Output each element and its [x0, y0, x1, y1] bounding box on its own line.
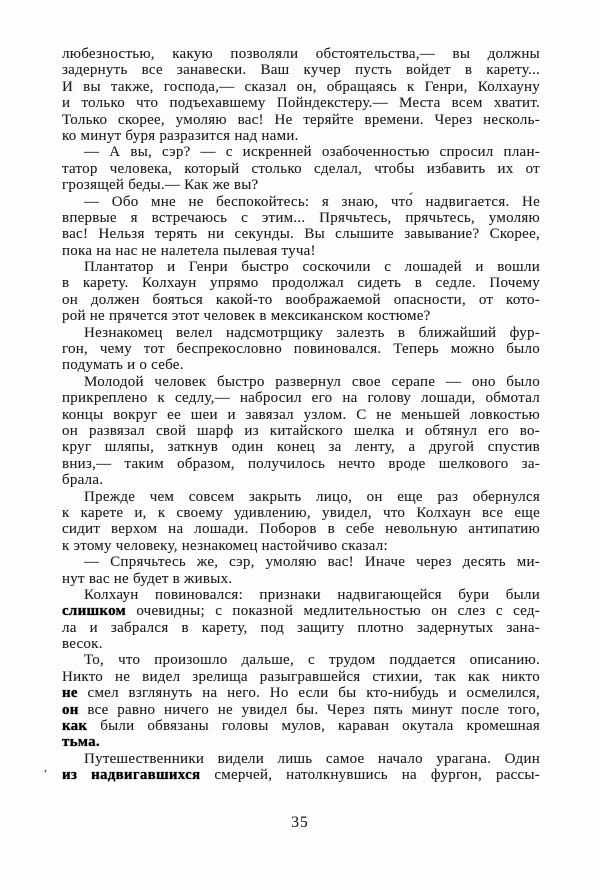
text-line: вас! Нельзя терять ни секунды. Вы слышите завывание? Скорее,: [62, 226, 540, 243]
text-line: рой не прячется этот человек в мексиканском костюме?: [62, 308, 431, 325]
text-line: он развязал свой шарф из китайского шелка и обтянул его во-: [62, 422, 540, 439]
text-line: — Спрячьтесь же, сэр, умоляю вас! Иначе через десять ми-: [84, 554, 540, 571]
text-line: любезностью, какую позволяли обстоятельства,— вы должны: [62, 46, 540, 62]
text-line: Путешественники видели лишь самое начало урагана. Один: [84, 750, 540, 767]
text-line: как были обвязаны головы мулов, караван окутала кромешная: [62, 718, 540, 735]
text-line: То, что произошло дальше, с трудом поддается описанию.: [84, 652, 540, 669]
text-line: он должен бояться какой-то воображаемой опасности, от кото-: [62, 291, 540, 308]
text-line: Колхаун повиновался: признаки надвигающейся бури были: [84, 586, 540, 603]
text-line: брала.: [62, 472, 104, 489]
text-line: [62, 734, 540, 750]
text-line: сидит верхом на лошади. Поборов в себе невольную антипатию: [62, 521, 540, 538]
smudged-bold-text: слишком: [62, 603, 127, 620]
text-line: слишком очевидны; с показной медлительностью он слез с сед-: [62, 603, 540, 620]
smudged-bold-text: из надвигавшихся: [62, 767, 201, 784]
text-line: весок.: [62, 636, 103, 653]
text-line: к этому человеку, незнакомец настойчиво сказал:: [62, 537, 388, 554]
text-line: не смел взглянуть на него. Но если бы кто-нибудь и осмелился,: [62, 685, 540, 702]
text-line: впервые я встречаюсь с этим... Прячьтесь, прячьтесь, умоляю: [62, 209, 540, 226]
text-line: грозящей беды.— Как же вы?: [62, 177, 259, 194]
text-line: нут вас не будет в живых.: [62, 570, 233, 587]
text-line: из надвигавшихся смерчей, натолкнувшись на фургон, рассы- ʹ: [44, 767, 541, 784]
text-line: Никто не видел зрелища разыгравшейся стихии, так как никто: [62, 668, 540, 685]
text-line: в карету. Колхаун упрямо продолжал сидеть в седле. Почему: [62, 275, 540, 292]
text-line: прикреплено к седлу,— набросил его на голову лошади, обмотал: [62, 390, 540, 407]
text-line: И вы также, господа,— сказал он, обращаясь к Генри, Колхауну: [62, 78, 540, 95]
text-line: гон, чему тот беспрекословно повиновался. Теперь можно было: [62, 341, 540, 358]
margin-artifact: ʹ: [44, 768, 48, 781]
smudged-bold-text: тьма.: [62, 734, 100, 751]
text-line: татор человека, который столько сделал, чтобы избавить их от: [62, 160, 540, 177]
text-line: ко минут буря разразится над нами.: [62, 127, 299, 144]
text-line: он все равно ничего не увидел бы. Через пять минут после того,: [62, 701, 540, 718]
page-text: [44, 46, 541, 784]
text-line: круг шляпы, заткнув один конец за ленту, а другой спустив: [62, 439, 540, 456]
text-line: ла и забрался в карету, под защиту плотно задернутых зана-: [62, 619, 540, 636]
text-line: пока на нас не налетела пылевая туча!: [62, 242, 316, 259]
smudged-bold-text: как: [62, 718, 88, 735]
text-line: вниз,— таким образом, получилось нечто вроде шелкового за-: [62, 455, 540, 472]
text-line: Прежде чем совсем закрыть лицо, он еще раз обернулся: [84, 488, 540, 505]
text-line: Только скорее, умоляю вас! Не теряйте времени. Через несколь-: [62, 111, 540, 128]
text-line: Плантатор и Генри быстро соскочили с лошадей и вошли: [84, 259, 540, 276]
text-line: концы вокруг ее шеи и завязал узлом. С не меньшей ловкостью: [62, 406, 540, 423]
text-line: подумать и о себе.: [62, 357, 184, 374]
text-line: и только что подъехавшему Пойндекстеру.— Места всем хватит.: [62, 95, 540, 112]
text-line: — А вы, сэр? — с искренней озабоченностью спросил план-: [84, 144, 540, 161]
text-line: к карете и, к своему удивлению, увидел, что Колхаун все еще: [62, 504, 540, 521]
text-line: задернуть все занавески. Ваш кучер пусть войдет в карету...: [62, 62, 540, 79]
text-line: Молодой человек быстро развернул свое серапе — оно было: [84, 373, 540, 390]
text-line: — Обо мне не беспокойтесь: я знаю, что́ надвигается. Не: [84, 193, 540, 210]
text-line: Незнакомец велел надсмотрщику залезть в ближайший фур-: [84, 324, 540, 341]
page-number: 35: [291, 814, 309, 831]
smudged-bold-text: не: [62, 685, 78, 702]
smudged-bold-text: он: [62, 701, 79, 718]
